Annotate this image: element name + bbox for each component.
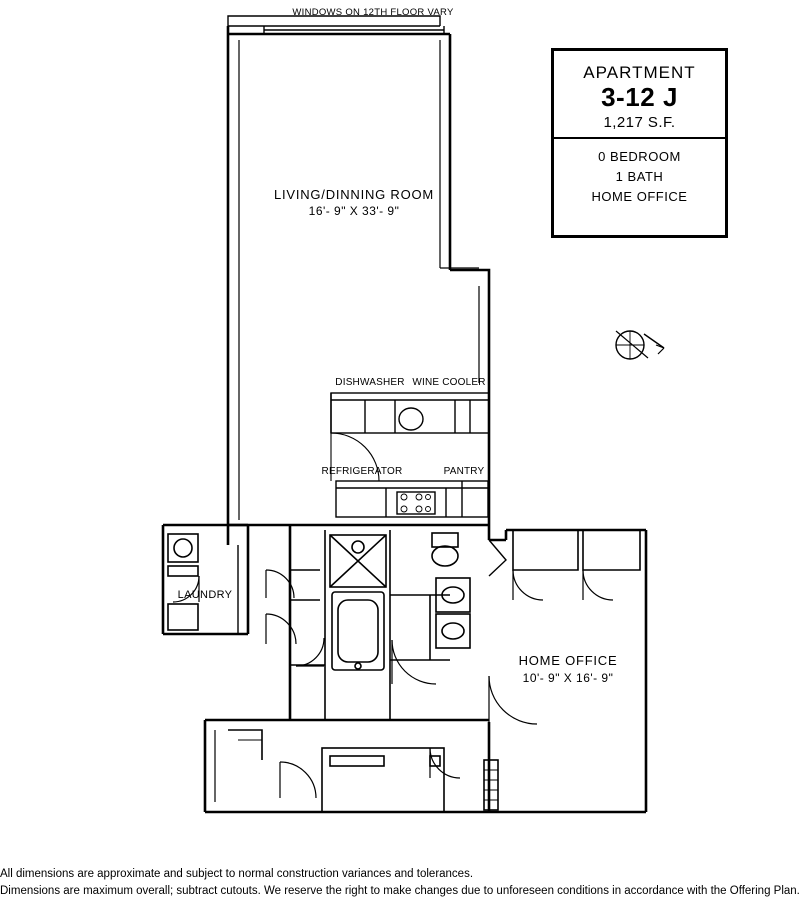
room-dims-living-dining: 16'- 9" X 33'- 9" (308, 204, 400, 218)
room-label-living-dining: LIVING/DINNING ROOM (274, 187, 434, 202)
appliance-label-refrigerator: REFRIGERATOR (321, 466, 403, 477)
title-block (551, 48, 728, 238)
appliance-label-wine-cooler: WINE COOLER (412, 377, 486, 388)
bedroom-count: 0 BEDROOM (598, 148, 681, 164)
exterior-walls (228, 16, 489, 525)
room-dims-home-office: 10'- 9" X 16'- 9" (522, 671, 614, 685)
title-block-bottom (554, 139, 725, 207)
square-footage: 1,217 S.F. (603, 113, 676, 131)
windows-note: WINDOWS ON 12TH FLOOR VARY (292, 7, 454, 18)
appliance-label-dishwasher: DISHWASHER (335, 377, 405, 388)
footer-line-2: Dimensions are maximum overall; subtract cutouts. We reserve the right to make changes due to unforeseen conditions in accordance with the Offering Plan. (0, 885, 800, 898)
kitchen-fixtures (331, 393, 489, 517)
footer-line-1: All dimensions are approximate and subject to normal construction variances and tolerances. (0, 868, 474, 880)
unit-number: 3-12 J (601, 82, 678, 112)
room-label-home-office: HOME OFFICE (518, 653, 618, 668)
bath-count: 1 BATH (615, 169, 664, 185)
appliance-label-pantry: PANTRY (443, 466, 485, 477)
compass-rose (616, 331, 664, 359)
apartment-label: APARTMENT (583, 63, 696, 82)
room-label-laundry: LAUNDRY (177, 589, 233, 601)
title-block-top (554, 51, 725, 139)
extra-room-label: HOME OFFICE (591, 189, 688, 205)
footer-disclaimer (0, 866, 800, 901)
